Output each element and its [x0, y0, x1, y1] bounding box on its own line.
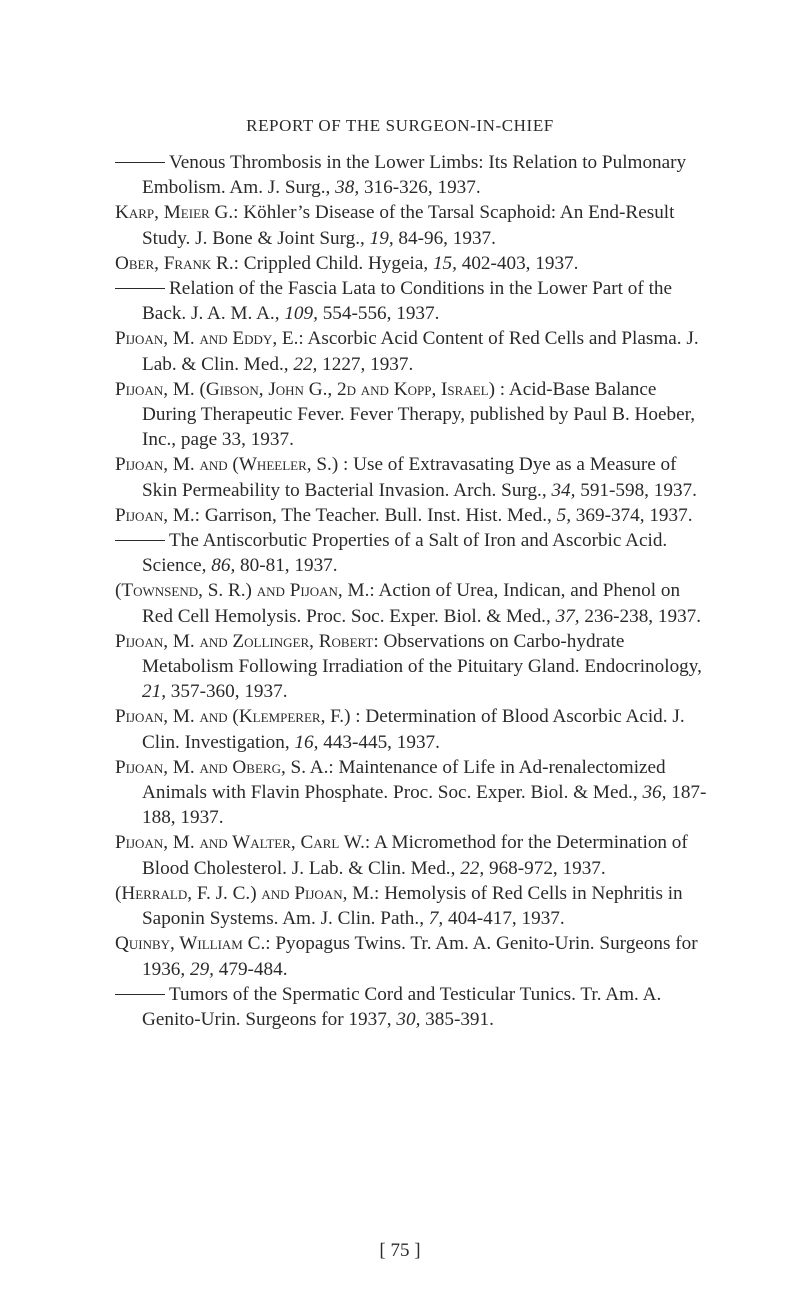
entry-volume: 22,: [293, 353, 318, 375]
entry-volume: 15,: [432, 252, 457, 274]
bibliography-entry: [115, 251, 710, 276]
entry-author: Pijoan, M.:: [115, 504, 201, 526]
entry-volume: 5,: [556, 504, 571, 526]
bibliography-entry: [115, 629, 710, 705]
entry-title: Use of Extravasating Dye as a Measure of Skin Permeability to Bacterial Invasion. Arch. Surg.,: [142, 454, 677, 501]
bibliography-entry: [115, 755, 710, 831]
entry-title: A Micromethod for the Determination of Blood Cholesterol. J. Lab. & Clin. Med.,: [142, 832, 688, 879]
bibliography-entry: [115, 528, 710, 578]
entry-pages-year: 80-81, 1937.: [235, 555, 338, 577]
bibliography-entry: [115, 326, 710, 376]
entry-volume: 16,: [294, 731, 319, 753]
ditto-dash: [115, 540, 165, 541]
bibliography-entry: [115, 982, 710, 1032]
entry-author: Pijoan, M. and Oberg, S. A.:: [115, 756, 334, 778]
entry-author: Pijoan, M. and Walter, Carl W.:: [115, 832, 371, 854]
entry-volume: 21,: [142, 681, 166, 703]
entry-volume: 109,: [284, 303, 318, 325]
entry-pages-year: 316-326, 1937.: [359, 177, 481, 199]
entry-author: Karp, Meier G.:: [115, 202, 239, 224]
bibliography-entry: [115, 200, 710, 250]
entry-title: Garrison, The Teacher. Bull. Inst. Hist. Med.,: [200, 504, 557, 526]
entry-title: Köhler’s Disease of the Tarsal Scaphoid: An End-Result Study. J. Bone & Joint Surg.,: [142, 202, 675, 249]
entry-volume: 29,: [189, 958, 214, 980]
entry-author: Pijoan, M. and (Klemperer, F.) :: [115, 706, 361, 728]
bibliography-entry: [115, 377, 710, 453]
entry-title: Pyopagus Twins. Tr. Am. A. Genito-Urin. Surgeons for 1936,: [142, 933, 698, 980]
ditto-dash: [115, 162, 165, 163]
entry-author: Pijoan, M. and Zollinger, Robert:: [115, 630, 379, 652]
entry-pages-year: 968-972, 1937.: [484, 857, 606, 879]
entry-pages-year: 187-188, 1937.: [142, 782, 707, 829]
entry-volume: 30,: [396, 1008, 421, 1030]
bibliography-list: [115, 150, 710, 1032]
entry-pages-year: 385-391.: [420, 1008, 494, 1030]
entry-volume: 36,: [642, 782, 667, 804]
entry-author: (Herrald, F. J. C.) and Pijoan, M.:: [115, 882, 380, 904]
entry-pages-year: 554-556, 1937.: [317, 303, 440, 325]
entry-pages-year: 357-360, 1937.: [165, 681, 288, 703]
entry-author: (Townsend, S. R.) and Pijoan, M.:: [115, 580, 375, 602]
entry-pages-year: 236-238, 1937.: [579, 605, 702, 627]
ditto-dash: [115, 994, 165, 995]
entry-title: Relation of the Fascia Lata to Conditions in the Lower Part of the Back. J. A. M. A.,: [142, 278, 673, 325]
entry-volume: 19,: [369, 227, 394, 249]
entry-title: Maintenance of Life in Ad-renalectomized Animals with Flavin Phosphate. Proc. Soc. Exper. Biol. & Med.,: [142, 756, 666, 804]
page-number: [ 75 ]: [379, 1240, 421, 1261]
entry-title: Observations on Carbo-hydrate Metabolism Following Irradiation of the Pituitary Gland. Endocrinology,: [142, 630, 702, 678]
entry-title: Determination of Blood Ascorbic Acid. J. Clin. Investigation,: [142, 706, 685, 753]
entry-author: Pijoan, M. and Eddy, E.:: [115, 328, 304, 350]
entry-volume: 22,: [460, 857, 485, 879]
bibliography-entry: [115, 578, 710, 628]
entry-volume: 37,: [555, 605, 580, 627]
bibliography-entry: [115, 276, 710, 326]
bibliography-entry: [115, 452, 710, 502]
bibliography-entry: [115, 503, 710, 528]
entry-pages-year: 443-445, 1937.: [318, 731, 440, 753]
entry-title: Action of Urea, Indican, and Phenol on Red Cell Hemolysis. Proc. Soc. Exper. Biol. & Med.,: [142, 580, 681, 627]
entry-pages-year: 479-484.: [213, 958, 288, 980]
entry-author: Pijoan, M. and (Wheeler, S.) :: [115, 454, 349, 476]
entry-pages-year: 404-417, 1937.: [443, 908, 565, 930]
entry-title: Acid-Base Balance During Therapeutic Fever. Fever Therapy, published by Paul B. Hoeber, Inc., page 33, 1937.: [142, 378, 696, 451]
bibliography-entry: [115, 931, 710, 981]
entry-volume: 86,: [211, 555, 236, 577]
ditto-dash: [115, 288, 165, 289]
entry-pages-year: 591-598, 1937.: [575, 479, 697, 501]
bibliography-entry: [115, 704, 710, 754]
entry-title: Crippled Child. Hygeia,: [238, 252, 433, 274]
entry-author: Pijoan, M. (Gibson, John G., 2d and Kopp, Israel) :: [115, 378, 506, 400]
entry-pages-year: 369-374, 1937.: [571, 504, 693, 526]
entry-pages-year: 84-96, 1937.: [393, 227, 496, 249]
entry-volume: 38,: [335, 177, 360, 199]
entry-title: Venous Thrombosis in the Lower Limbs: Its Relation to Pulmonary Embolism. Am. J. Surg.,: [142, 152, 687, 199]
entry-author: Quinby, William C.:: [115, 933, 271, 955]
bibliography-entry: [115, 881, 710, 931]
entry-volume: 7,: [428, 908, 444, 930]
bibliography-entry: [115, 150, 710, 200]
running-head: REPORT OF THE SURGEON-IN-CHIEF: [246, 116, 554, 135]
entry-title: The Antiscorbutic Properties of a Salt of Iron and Ascorbic Acid. Science,: [142, 530, 668, 577]
entry-author: Ober, Frank R.:: [115, 252, 239, 274]
entry-title: Hemolysis of Red Cells in Nephritis in Saponin Systems. Am. J. Clin. Path.,: [142, 882, 683, 930]
entry-pages-year: 1227, 1937.: [317, 353, 414, 375]
entry-volume: 34,: [551, 479, 576, 501]
entry-title: Tumors of the Spermatic Cord and Testicular Tunics. Tr. Am. A. Genito-Urin. Surgeons for 1937,: [142, 983, 662, 1030]
entry-pages-year: 402-403, 1937.: [456, 252, 579, 274]
entry-title: Ascorbic Acid Content of Red Cells and Plasma. J. Lab. & Clin. Med.,: [142, 328, 699, 375]
bibliography-entry: [115, 830, 710, 880]
